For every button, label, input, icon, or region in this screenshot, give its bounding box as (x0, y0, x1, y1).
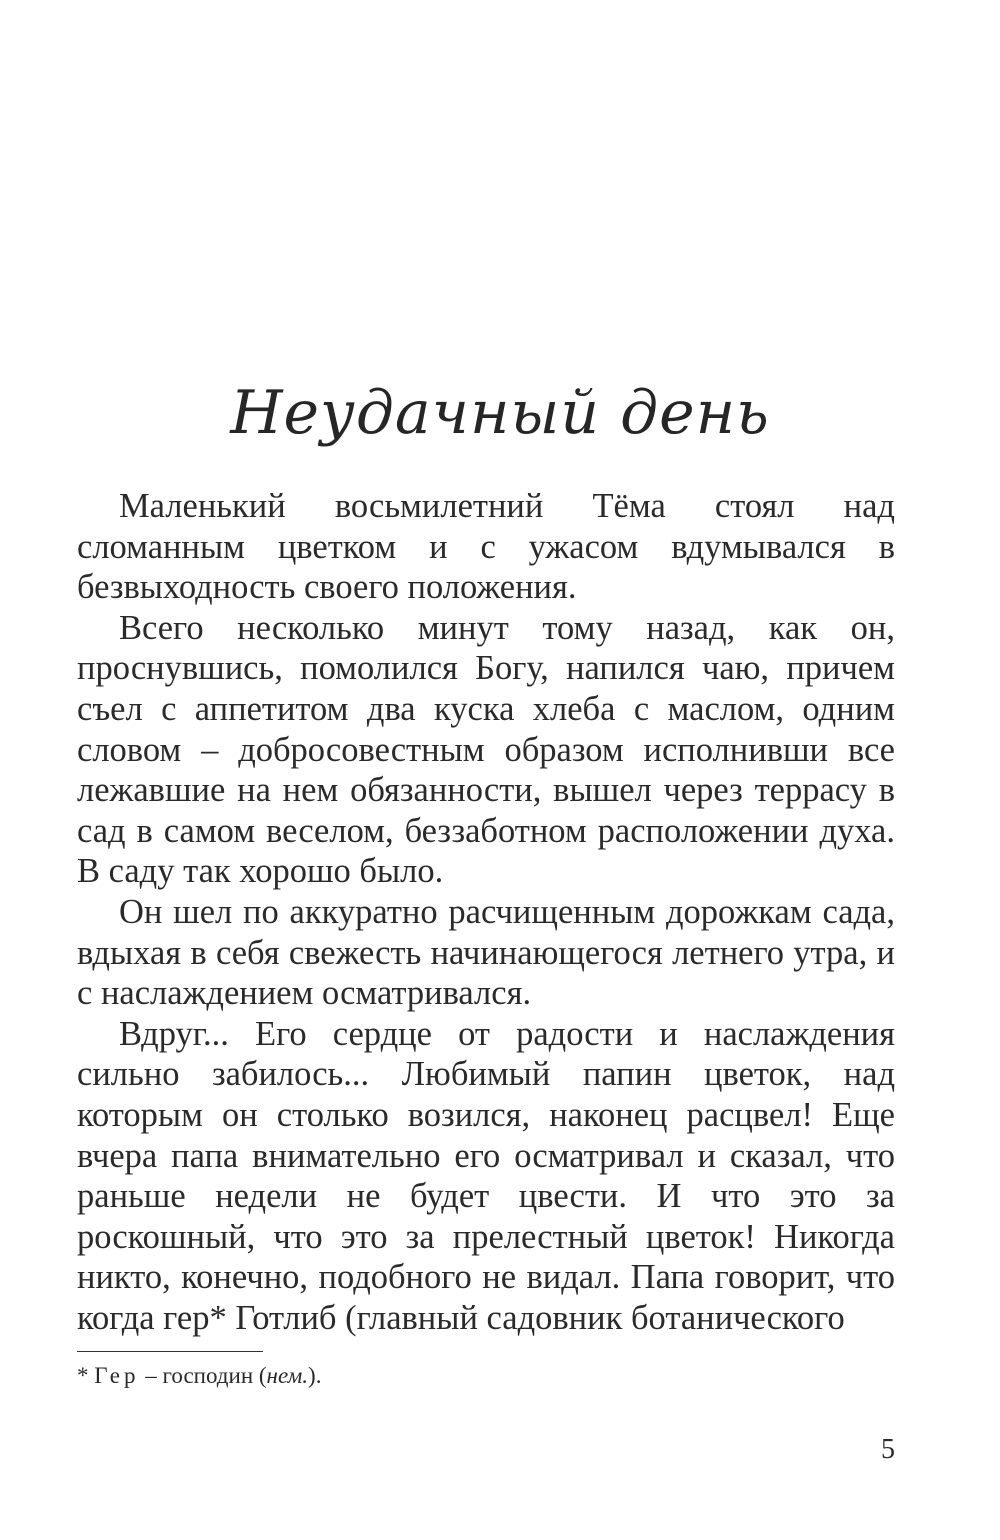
footnote (77, 1362, 321, 1390)
footnote-term: Гер (94, 1363, 140, 1388)
body-text (77, 486, 895, 1338)
page-number: 5 (881, 1434, 895, 1465)
footnote-divider (77, 1351, 263, 1352)
footnote-closing: ). (308, 1363, 322, 1388)
footnote-language: нем. (266, 1363, 309, 1388)
paragraph: Он шел по аккуратно расчищенным дорожкам сада, вдыхая в себя свежесть начинающегося летнего утра, и с наслаждением осматривался. (77, 892, 895, 1013)
paragraph: Вдруг... Его сердце от радости и наслаждения сильно забилось... Любимый папин цветок, над которым он столько возился, наконец расцвел! Еще вчера папа внимательно его осматривал и сказал, что раньше недели не будет цвести. И что это за роскошный, что это за прелестный цветок! Никогда никто, конечно, подобного не видал. Папа говорит, что когда гер* Готлиб (главный садовник ботанического (77, 1014, 895, 1337)
paragraph: Всего несколько минут тому назад, как он, проснувшись, помолился Богу, напился чаю, причем съел с аппетитом два куска хлеба с маслом, одним словом – добросовестным образом исполнивши все лежавшие на нем обязанности, вышел через террасу в сад в самом веселом, беззаботном расположении духа. В саду так хорошо было. (77, 608, 895, 891)
chapter-title: Неудачный день (230, 378, 770, 448)
paragraph: Маленький восьмилетний Тёма стоял над сломанным цветком и с ужасом вдумывался в безвыходность своего положения. (77, 487, 895, 607)
footnote-definition: – господин ( (145, 1363, 267, 1388)
footnote-marker: * (77, 1363, 89, 1388)
